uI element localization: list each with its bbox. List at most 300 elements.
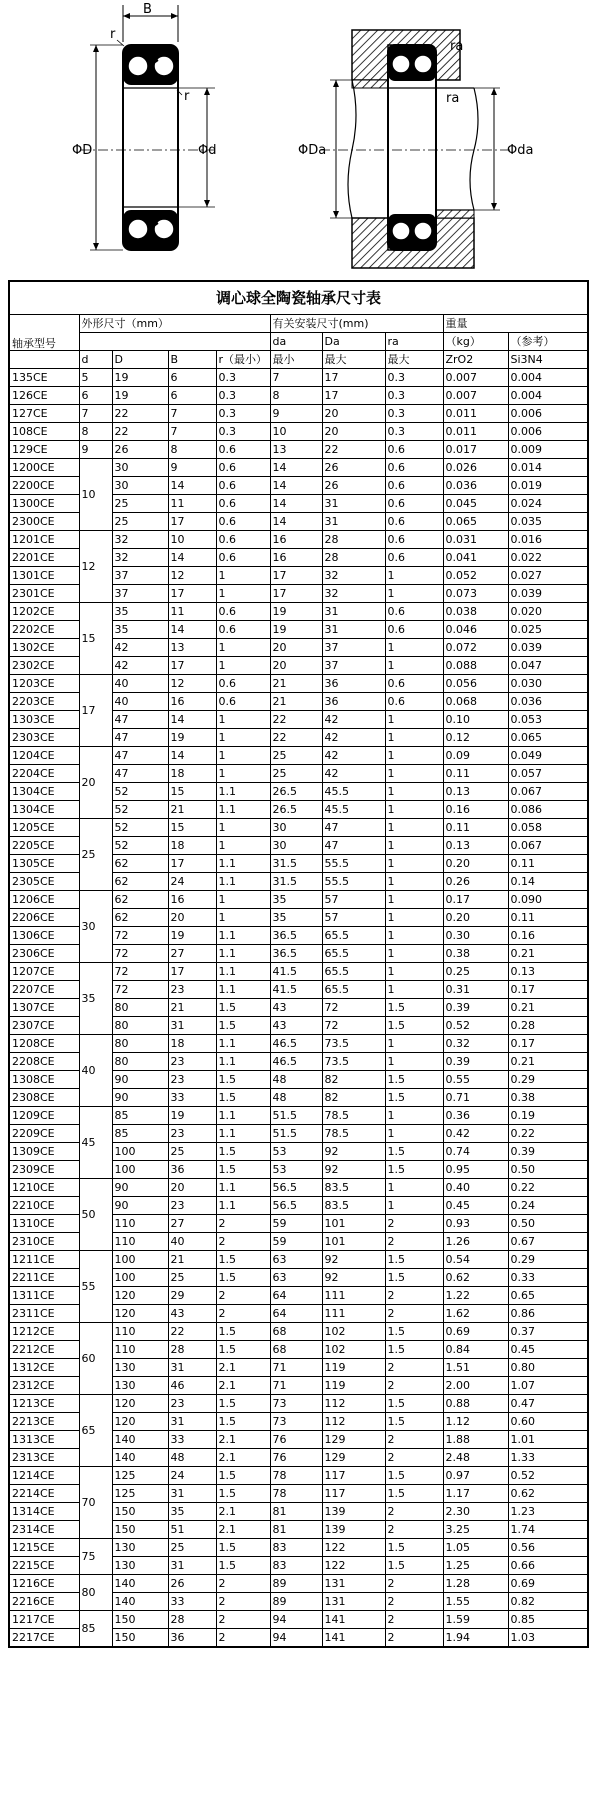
cell-B: 23: [168, 1053, 216, 1071]
cell-si3n4: 0.035: [508, 513, 588, 531]
cell-B: 28: [168, 1341, 216, 1359]
cell-zro2: 0.84: [443, 1341, 508, 1359]
cell-zro2: 1.25: [443, 1557, 508, 1575]
header-si3n4: Si3N4: [508, 351, 588, 369]
cell-zro2: 3.25: [443, 1521, 508, 1539]
cell-zro2: 1.05: [443, 1539, 508, 1557]
cell-model: 1314CE: [9, 1503, 79, 1521]
cell-d-group: 50: [79, 1179, 112, 1251]
cell-da: 22: [270, 729, 322, 747]
cell-B: 17: [168, 657, 216, 675]
cell-r: 1: [216, 891, 270, 909]
cell-zro2: 0.007: [443, 387, 508, 405]
cell-Da: 78.5: [322, 1107, 385, 1125]
cell-r: 0.3: [216, 387, 270, 405]
cell-si3n4: 0.67: [508, 1233, 588, 1251]
cell-Da: 65.5: [322, 981, 385, 999]
table-row: [9, 1395, 588, 1413]
cell-da: 78: [270, 1485, 322, 1503]
cell-model: 2213CE: [9, 1413, 79, 1431]
cell-model: 1301CE: [9, 567, 79, 585]
cell-ra: 1.5: [385, 1089, 443, 1107]
cell-ra: 1.5: [385, 1467, 443, 1485]
cell-si3n4: 0.067: [508, 837, 588, 855]
cell-ra: 2: [385, 1449, 443, 1467]
cell-Da: 129: [322, 1449, 385, 1467]
cell-D: 120: [112, 1395, 168, 1413]
cell-r: 1.5: [216, 1089, 270, 1107]
cell-model: 1213CE: [9, 1395, 79, 1413]
cell-si3n4: 1.23: [508, 1503, 588, 1521]
cell-D: 90: [112, 1197, 168, 1215]
cell-Da: 32: [322, 567, 385, 585]
table-row: [9, 1611, 588, 1629]
cell-model: 1307CE: [9, 999, 79, 1017]
cell-r: 1: [216, 711, 270, 729]
cell-ra: 2: [385, 1575, 443, 1593]
cell-zro2: 0.40: [443, 1179, 508, 1197]
cell-d-group: 80: [79, 1575, 112, 1611]
cell-ra: 0.3: [385, 423, 443, 441]
cell-si3n4: 0.014: [508, 459, 588, 477]
cell-da: 22: [270, 711, 322, 729]
table-row: [9, 1575, 588, 1593]
cell-zro2: 1.55: [443, 1593, 508, 1611]
cell-Da: 31: [322, 621, 385, 639]
cell-si3n4: 0.11: [508, 855, 588, 873]
cell-ra: 1: [385, 963, 443, 981]
cell-ra: 1.5: [385, 1485, 443, 1503]
label-phi-da: Φda: [507, 143, 534, 158]
cell-model: 1207CE: [9, 963, 79, 981]
cell-si3n4: 0.090: [508, 891, 588, 909]
cell-D: 125: [112, 1485, 168, 1503]
cell-model: 2313CE: [9, 1449, 79, 1467]
cell-Da: 37: [322, 639, 385, 657]
cell-D: 47: [112, 729, 168, 747]
header-zro2: ZrO2: [443, 351, 508, 369]
cell-si3n4: 0.025: [508, 621, 588, 639]
cell-r: 0.6: [216, 513, 270, 531]
cell-ra: 1.5: [385, 1071, 443, 1089]
cell-si3n4: 0.50: [508, 1161, 588, 1179]
cell-ra: 0.6: [385, 441, 443, 459]
cell-Da: 42: [322, 711, 385, 729]
cell-d-group: 17: [79, 675, 112, 747]
cell-r: 1: [216, 729, 270, 747]
cell-Da: 28: [322, 531, 385, 549]
cell-Da: 26: [322, 459, 385, 477]
cell-r: 0.6: [216, 693, 270, 711]
cell-ra: 1: [385, 567, 443, 585]
cell-zro2: 2.48: [443, 1449, 508, 1467]
table-row: [9, 441, 588, 459]
cell-B: 19: [168, 1107, 216, 1125]
cell-da: 25: [270, 765, 322, 783]
cell-B: 16: [168, 693, 216, 711]
cell-B: 20: [168, 1179, 216, 1197]
label-r-side: r: [184, 89, 190, 104]
cell-Da: 31: [322, 495, 385, 513]
cell-da: 13: [270, 441, 322, 459]
cell-si3n4: 0.66: [508, 1557, 588, 1575]
cell-d: 8: [79, 423, 112, 441]
cell-r: 1.1: [216, 927, 270, 945]
cell-ra: 1: [385, 1053, 443, 1071]
cell-da: 73: [270, 1395, 322, 1413]
cell-ra: 1: [385, 927, 443, 945]
cell-ra: 1: [385, 747, 443, 765]
cell-ra: 1: [385, 729, 443, 747]
cell-si3n4: 0.016: [508, 531, 588, 549]
cell-r: 1.5: [216, 1323, 270, 1341]
cell-model: 1304CE: [9, 801, 79, 819]
cell-da: 30: [270, 837, 322, 855]
cell-D: 120: [112, 1413, 168, 1431]
header-outer-dims: 外形尺寸（mm）: [79, 315, 270, 333]
cell-model: 2206CE: [9, 909, 79, 927]
cell-B: 14: [168, 747, 216, 765]
cell-da: 20: [270, 639, 322, 657]
cell-Da: 36: [322, 693, 385, 711]
table-row: [9, 963, 588, 981]
cell-zro2: 0.017: [443, 441, 508, 459]
cell-si3n4: 0.21: [508, 945, 588, 963]
cell-B: 21: [168, 999, 216, 1017]
cell-r: 1.1: [216, 1035, 270, 1053]
cell-da: 53: [270, 1161, 322, 1179]
header-mount-dims: 有关安装尺寸(mm): [270, 315, 443, 333]
cell-model: 2301CE: [9, 585, 79, 603]
cell-D: 52: [112, 837, 168, 855]
cell-D: 32: [112, 549, 168, 567]
header-da-min: 最小: [270, 351, 322, 369]
cell-Da: 42: [322, 747, 385, 765]
cell-Da: 55.5: [322, 855, 385, 873]
cell-d-group: 75: [79, 1539, 112, 1575]
cell-B: 24: [168, 1467, 216, 1485]
cell-da: 68: [270, 1341, 322, 1359]
cell-model: 1203CE: [9, 675, 79, 693]
cell-si3n4: 0.50: [508, 1215, 588, 1233]
cell-ra: 1.5: [385, 1539, 443, 1557]
cell-r: 2: [216, 1305, 270, 1323]
cell-r: 1.1: [216, 945, 270, 963]
cell-da: 7: [270, 369, 322, 387]
cell-si3n4: 0.17: [508, 1035, 588, 1053]
cell-si3n4: 1.33: [508, 1449, 588, 1467]
cell-d-group: 12: [79, 531, 112, 603]
header-weight: 重量: [443, 315, 588, 333]
cell-ra: 1: [385, 801, 443, 819]
cell-da: 64: [270, 1287, 322, 1305]
cell-zro2: 0.072: [443, 639, 508, 657]
cell-ra: 0.6: [385, 459, 443, 477]
cell-model: 1300CE: [9, 495, 79, 513]
cell-zro2: 0.38: [443, 945, 508, 963]
cell-zro2: 0.13: [443, 837, 508, 855]
cell-model: 2302CE: [9, 657, 79, 675]
cell-da: 14: [270, 477, 322, 495]
cell-Da: 32: [322, 585, 385, 603]
cell-si3n4: 0.52: [508, 1467, 588, 1485]
cell-Da: 112: [322, 1413, 385, 1431]
cell-r: 1.1: [216, 1125, 270, 1143]
cell-model: 1205CE: [9, 819, 79, 837]
cell-da: 19: [270, 603, 322, 621]
header-kg: （kg）: [443, 333, 508, 351]
cell-Da: 119: [322, 1359, 385, 1377]
cell-Da: 31: [322, 513, 385, 531]
cell-si3n4: 0.80: [508, 1359, 588, 1377]
cell-B: 23: [168, 1197, 216, 1215]
header-model: 轴承型号: [9, 315, 79, 351]
cell-Da: 92: [322, 1269, 385, 1287]
cell-D: 25: [112, 495, 168, 513]
cell-r: 1.1: [216, 873, 270, 891]
cell-si3n4: 0.067: [508, 783, 588, 801]
cell-ra: 2: [385, 1377, 443, 1395]
cell-si3n4: 0.036: [508, 693, 588, 711]
cell-da: 21: [270, 675, 322, 693]
cell-zro2: 0.11: [443, 765, 508, 783]
cell-D: 85: [112, 1107, 168, 1125]
cell-d-group: 40: [79, 1035, 112, 1107]
cell-zro2: 0.026: [443, 459, 508, 477]
cell-r: 1: [216, 585, 270, 603]
cell-r: 2: [216, 1629, 270, 1648]
cell-B: 22: [168, 1323, 216, 1341]
cell-B: 25: [168, 1539, 216, 1557]
cell-D: 110: [112, 1341, 168, 1359]
table-body: [9, 281, 588, 1647]
cell-ra: 1.5: [385, 1143, 443, 1161]
cell-si3n4: 0.62: [508, 1485, 588, 1503]
cell-B: 15: [168, 819, 216, 837]
cell-r: 1.5: [216, 1251, 270, 1269]
cell-model: 2203CE: [9, 693, 79, 711]
cell-model: 2212CE: [9, 1341, 79, 1359]
cell-r: 1.5: [216, 999, 270, 1017]
cell-model: 1201CE: [9, 531, 79, 549]
cell-B: 51: [168, 1521, 216, 1539]
cell-si3n4: 1.01: [508, 1431, 588, 1449]
cell-d: 5: [79, 369, 112, 387]
cell-ra: 1: [385, 891, 443, 909]
cell-D: 120: [112, 1287, 168, 1305]
table-row: [9, 423, 588, 441]
cell-da: 71: [270, 1377, 322, 1395]
cell-r: 1.5: [216, 1341, 270, 1359]
cell-da: 20: [270, 657, 322, 675]
cell-zro2: 0.62: [443, 1269, 508, 1287]
cell-B: 7: [168, 405, 216, 423]
cell-D: 72: [112, 963, 168, 981]
cell-da: 89: [270, 1593, 322, 1611]
cell-ra: 2: [385, 1233, 443, 1251]
cell-ra: 1: [385, 945, 443, 963]
cell-zro2: 0.17: [443, 891, 508, 909]
cell-r: 2: [216, 1287, 270, 1305]
cell-zro2: 0.26: [443, 873, 508, 891]
cell-Da: 22: [322, 441, 385, 459]
cell-zro2: 0.45: [443, 1197, 508, 1215]
cell-r: 0.3: [216, 369, 270, 387]
cell-model: 2202CE: [9, 621, 79, 639]
cell-ra: 1.5: [385, 1413, 443, 1431]
cell-model: 1215CE: [9, 1539, 79, 1557]
cell-ra: 2: [385, 1503, 443, 1521]
cell-B: 24: [168, 873, 216, 891]
cell-D: 62: [112, 873, 168, 891]
cell-model: 2208CE: [9, 1053, 79, 1071]
header-D: D: [112, 351, 168, 369]
cell-D: 100: [112, 1143, 168, 1161]
cell-ra: 1.5: [385, 999, 443, 1017]
cell-model: 2311CE: [9, 1305, 79, 1323]
cell-si3n4: 0.006: [508, 423, 588, 441]
cell-Da: 82: [322, 1089, 385, 1107]
cell-zro2: 0.038: [443, 603, 508, 621]
cell-d-group: 10: [79, 459, 112, 531]
cell-zro2: 1.22: [443, 1287, 508, 1305]
cell-zro2: 0.045: [443, 495, 508, 513]
cell-d-group: 20: [79, 747, 112, 819]
table-row: [9, 1251, 588, 1269]
bearing-section-left: [72, 2, 216, 250]
cell-r: 1: [216, 909, 270, 927]
cell-model: 1208CE: [9, 1035, 79, 1053]
cell-D: 37: [112, 567, 168, 585]
cell-B: 9: [168, 459, 216, 477]
cell-ra: 1.5: [385, 1251, 443, 1269]
table-row: [9, 369, 588, 387]
cell-model: 1311CE: [9, 1287, 79, 1305]
cell-da: 41.5: [270, 981, 322, 999]
cell-ra: 1: [385, 711, 443, 729]
table-row: [9, 891, 588, 909]
cell-Da: 129: [322, 1431, 385, 1449]
cell-B: 31: [168, 1017, 216, 1035]
cell-model: 1212CE: [9, 1323, 79, 1341]
cell-da: 76: [270, 1431, 322, 1449]
cell-r: 0.3: [216, 423, 270, 441]
cell-zro2: 0.25: [443, 963, 508, 981]
cell-D: 30: [112, 477, 168, 495]
cell-da: 73: [270, 1413, 322, 1431]
cell-B: 14: [168, 549, 216, 567]
cell-r: 1.1: [216, 1197, 270, 1215]
cell-Da: 101: [322, 1233, 385, 1251]
cell-si3n4: 0.86: [508, 1305, 588, 1323]
cell-Da: 139: [322, 1521, 385, 1539]
cell-B: 29: [168, 1287, 216, 1305]
cell-si3n4: 0.030: [508, 675, 588, 693]
cell-r: 2: [216, 1575, 270, 1593]
cell-zro2: 1.59: [443, 1611, 508, 1629]
cell-ra: 0.3: [385, 369, 443, 387]
header-d: d: [79, 351, 112, 369]
cell-da: 43: [270, 1017, 322, 1035]
cell-D: 52: [112, 783, 168, 801]
cell-zro2: 0.12: [443, 729, 508, 747]
cell-r: 0.6: [216, 603, 270, 621]
cell-r: 1.5: [216, 1557, 270, 1575]
cell-D: 47: [112, 765, 168, 783]
cell-B: 6: [168, 387, 216, 405]
cell-r: 2: [216, 1611, 270, 1629]
cell-ra: 1: [385, 855, 443, 873]
cell-ra: 2: [385, 1287, 443, 1305]
cell-Da: 31: [322, 603, 385, 621]
cell-da: 64: [270, 1305, 322, 1323]
cell-Da: 45.5: [322, 801, 385, 819]
label-B: B: [143, 2, 152, 17]
cell-model: 2312CE: [9, 1377, 79, 1395]
cell-D: 80: [112, 1017, 168, 1035]
cell-D: 19: [112, 369, 168, 387]
cell-da: 56.5: [270, 1197, 322, 1215]
cell-D: 100: [112, 1161, 168, 1179]
cell-model: 2309CE: [9, 1161, 79, 1179]
cell-Da: 92: [322, 1143, 385, 1161]
cell-D: 40: [112, 675, 168, 693]
header-outer-blank: [79, 333, 270, 351]
cell-da: 14: [270, 513, 322, 531]
cell-zro2: 0.011: [443, 405, 508, 423]
cell-B: 12: [168, 567, 216, 585]
cell-zro2: 0.71: [443, 1089, 508, 1107]
cell-si3n4: 0.29: [508, 1071, 588, 1089]
cell-ra: 2: [385, 1521, 443, 1539]
cell-r: 1.5: [216, 1017, 270, 1035]
cell-si3n4: 0.37: [508, 1323, 588, 1341]
header-da: da: [270, 333, 322, 351]
cell-D: 72: [112, 927, 168, 945]
cell-Da: 37: [322, 657, 385, 675]
cell-da: 56.5: [270, 1179, 322, 1197]
bearing-diagram: [0, 0, 595, 275]
cell-zro2: 0.073: [443, 585, 508, 603]
table-row: [9, 1035, 588, 1053]
cell-D: 35: [112, 603, 168, 621]
cell-Da: 17: [322, 369, 385, 387]
cell-si3n4: 0.065: [508, 729, 588, 747]
cell-model: 1305CE: [9, 855, 79, 873]
cell-da: 21: [270, 693, 322, 711]
cell-da: 78: [270, 1467, 322, 1485]
cell-model: 2306CE: [9, 945, 79, 963]
cell-si3n4: 0.006: [508, 405, 588, 423]
cell-r: 2.1: [216, 1359, 270, 1377]
cell-ra: 1.5: [385, 1161, 443, 1179]
cell-Da: 119: [322, 1377, 385, 1395]
cell-ra: 1: [385, 1035, 443, 1053]
cell-ra: 0.3: [385, 405, 443, 423]
cell-D: 120: [112, 1305, 168, 1323]
cell-D: 130: [112, 1377, 168, 1395]
cell-B: 43: [168, 1305, 216, 1323]
cell-ra: 2: [385, 1611, 443, 1629]
cell-model: 1211CE: [9, 1251, 79, 1269]
cell-si3n4: 0.027: [508, 567, 588, 585]
cell-D: 62: [112, 855, 168, 873]
cell-si3n4: 0.004: [508, 369, 588, 387]
cell-r: 1.5: [216, 1395, 270, 1413]
cell-si3n4: 0.020: [508, 603, 588, 621]
cell-B: 15: [168, 783, 216, 801]
cell-si3n4: 0.60: [508, 1413, 588, 1431]
